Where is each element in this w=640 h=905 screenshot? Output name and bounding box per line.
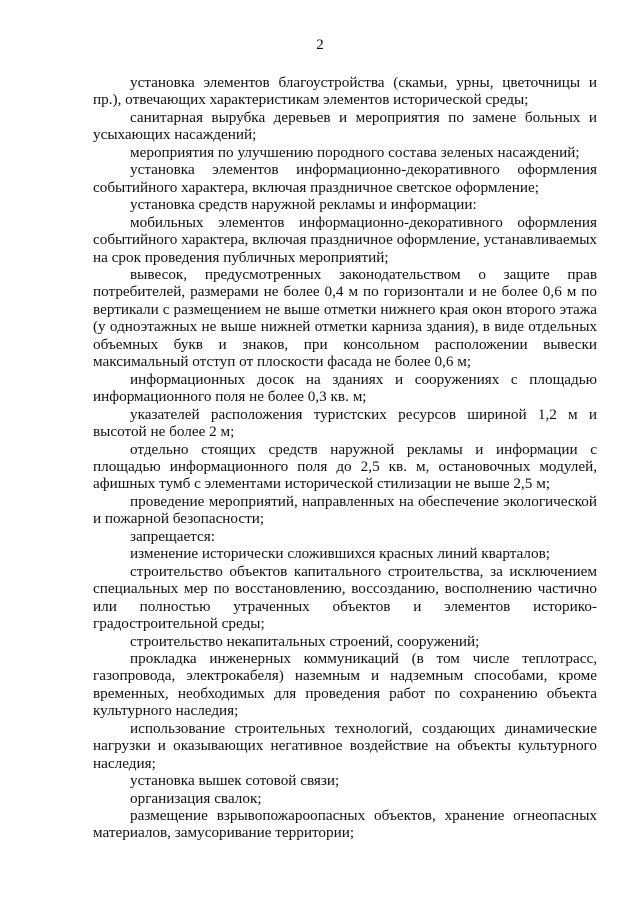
paragraph: мероприятия по улучшению породного состава зеленых насаждений;	[130, 143, 580, 161]
paragraph: установка элементов благоустройства (скамьи, урны, цветочницы и пр.), отвечающих характеристикам элементов исторической среды;	[93, 74, 597, 109]
paragraph: размещение взрывопожароопасных объектов, хранение огнеопасных материалов, замусоривание территории;	[93, 807, 597, 842]
paragraph: строительство объектов капитального строительства, за исключением специальных мер по восстановлению, воссозданию, восполнению частично или полностью утраченных объектов и элементов историко-градостроительной среды;	[93, 562, 597, 633]
paragraph: вывесок, предусмотренных законодательством о защите прав потребителей, размерами не более 0,4 м по горизонтали и не более 0,6 м по вертикали с размещением не выше отметки нижнего края окон второго этажа (у одноэтажных не выше нижней отметки карниза здания), в виде отдельных объемных букв и знаков, при консольном расположении вывески максимальный отступ от плоскости фасада не более 0,6 м;	[93, 265, 597, 371]
paragraph: установка средств наружной рекламы и информации:	[130, 196, 477, 214]
paragraph: установка вышек сотовой связи;	[130, 772, 340, 790]
paragraph: санитарная вырубка деревьев и мероприятия по замене больных и усыхающих насаждений;	[93, 108, 597, 144]
paragraph: проведение мероприятий, направленных на обеспечение экологической и пожарной безопасности;	[93, 492, 597, 528]
page-number: 2	[316, 37, 324, 53]
document-body	[93, 74, 597, 842]
paragraph: информационных досок на зданиях и сооружениях с площадью информационного поля не более 0,3 кв. м;	[93, 370, 597, 406]
paragraph: запрещается:	[130, 527, 215, 545]
paragraph: использование строительных технологий, создающих динамические нагрузки и оказывающих негативное воздействие на объекты культурного наследия;	[93, 719, 597, 772]
paragraph: установка элементов информационно-декоративного оформления событийного характера, включая праздничное светское оформление;	[93, 161, 597, 196]
paragraph: указателей расположения туристских ресурсов шириной 1,2 м и высотой не более 2 м;	[93, 405, 597, 441]
paragraph: мобильных элементов информационно-декоративного оформления событийного характера, включая праздничное оформление, устанавливаемых на срок проведения публичных мероприятий;	[93, 213, 597, 266]
paragraph: строительство некапитальных строений, сооружений;	[130, 632, 480, 650]
paragraph: отдельно стоящих средств наружной рекламы и информации с площадью информационного поля до 2,5 кв. м, остановочных модулей, афишных тумб с элементами исторической стилизации не выше 2,5 м;	[93, 440, 597, 493]
paragraph: организация свалок;	[130, 789, 262, 807]
paragraph: прокладка инженерных коммуникаций (в том числе теплотрасс, газопровода, электрокабеля) наземным и надземным способами, кроме временных, необходимых для проведения работ по сохранению объекта культурного наследия;	[93, 649, 597, 720]
paragraph: изменение исторически сложившихся красных линий кварталов;	[130, 545, 550, 563]
